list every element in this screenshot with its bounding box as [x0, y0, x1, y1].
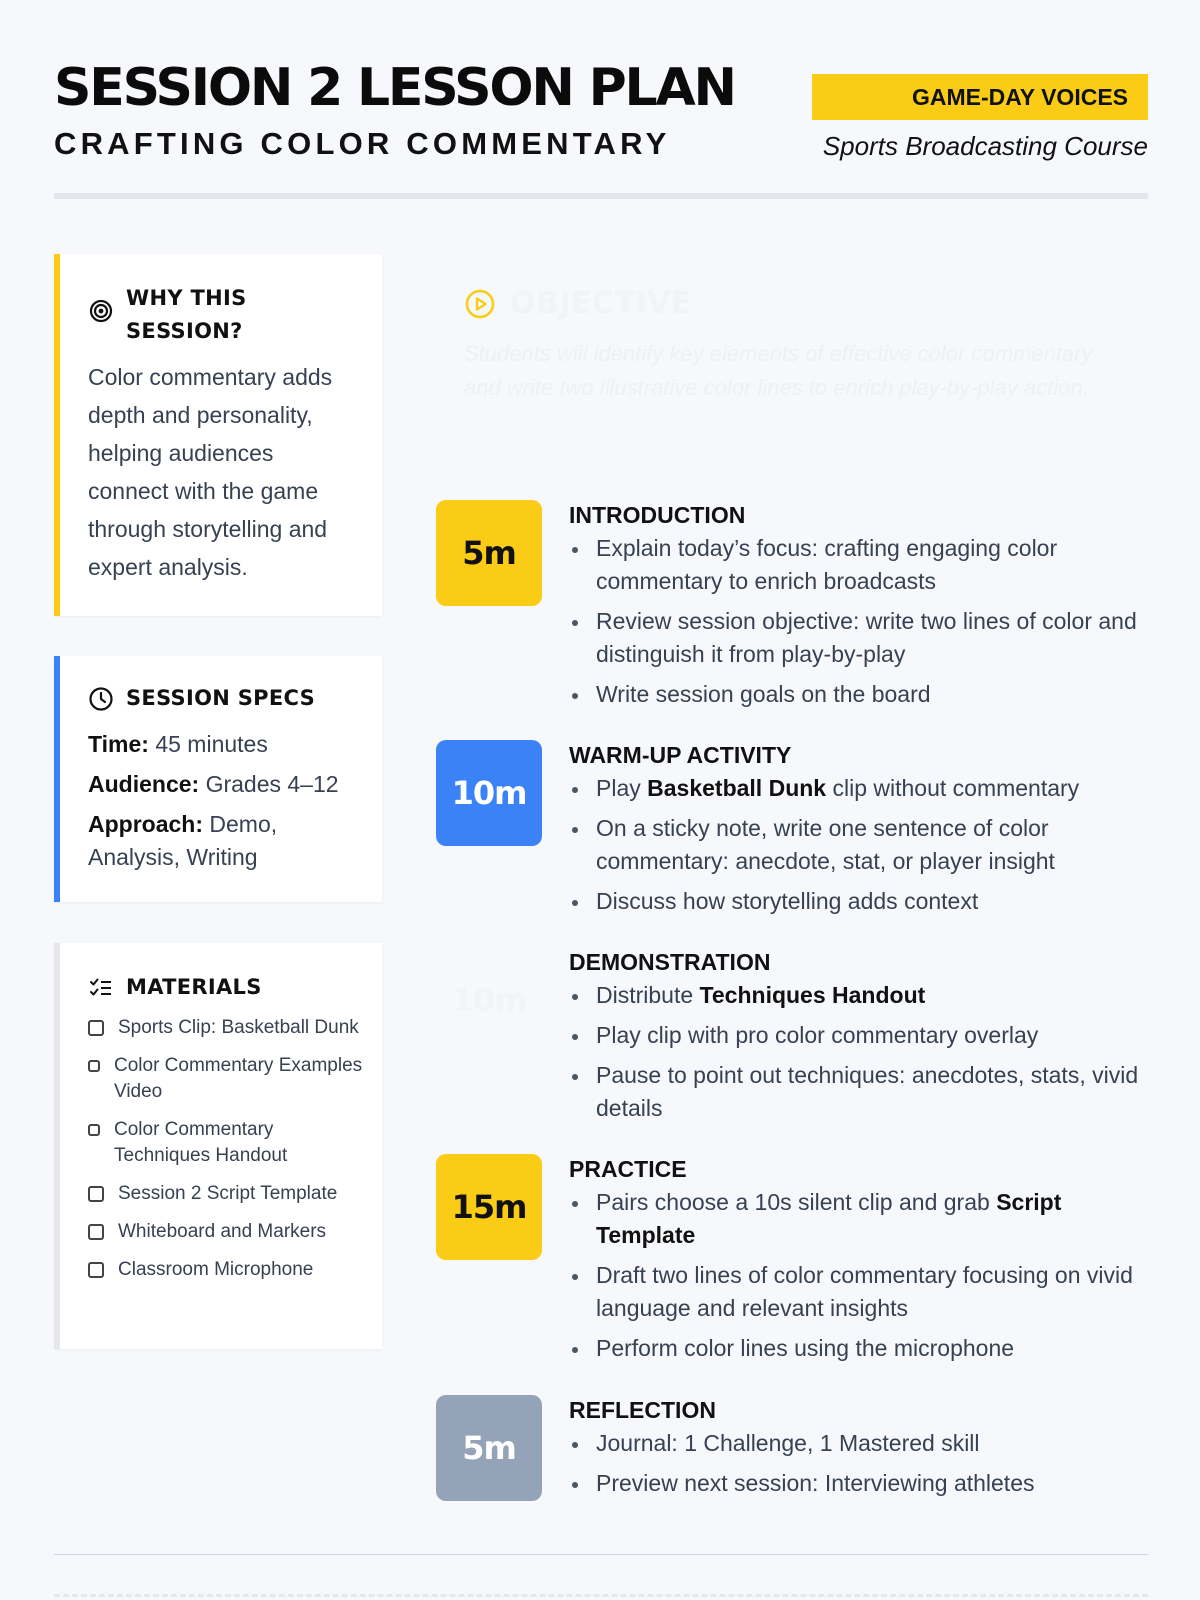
material-item[interactable]: [88, 1257, 368, 1283]
step-title: PRACTICE: [569, 1156, 687, 1182]
step-item: Play clip with pro color commentary overlay: [569, 1019, 1149, 1052]
step-item: Write session goals on the board: [569, 678, 1149, 711]
materials-list: [88, 1015, 368, 1295]
objective-text: Students will identify key elements of effective color commentary and write two illustrative color lines to enrich play-by-play action.: [464, 341, 1093, 400]
materials-card-title: MATERIALS: [126, 975, 262, 999]
spec-time: [88, 728, 368, 761]
duration-badge: 5m: [436, 1395, 542, 1501]
play-circle-icon: [464, 288, 496, 320]
checklist-icon: [88, 975, 114, 1001]
material-item[interactable]: [88, 1015, 368, 1041]
step-body: [569, 947, 1149, 1132]
objective-title: OBJECTIVE: [510, 286, 692, 321]
step-item: Journal: 1 Challenge, 1 Mastered skill: [569, 1427, 1149, 1460]
material-item[interactable]: [88, 1181, 368, 1207]
step-item: Pairs choose a 10s silent clip and grab Script Template: [569, 1186, 1149, 1252]
spec-label: Time:: [88, 731, 149, 757]
material-item[interactable]: [88, 1219, 368, 1245]
duration-badge: 10m: [436, 740, 542, 846]
course-name: Sports Broadcasting Course: [822, 131, 1148, 161]
step-item: Perform color lines using the microphone: [569, 1332, 1149, 1365]
materials-card-header: [88, 971, 262, 1004]
step-item: Preview next session: Interviewing athletes: [569, 1467, 1149, 1500]
spec-approach: [88, 808, 368, 874]
material-item[interactable]: [88, 1053, 368, 1105]
why-card-body: Color commentary adds depth and personality, helping audiences connect with the game through storytelling and expert analysis.: [88, 364, 333, 580]
specs-card-header: [88, 682, 315, 715]
spec-audience: [88, 768, 368, 801]
step-item: Distribute Techniques Handout: [569, 979, 1149, 1012]
material-label: Whiteboard and Markers: [118, 1221, 327, 1242]
step-body: [569, 500, 1149, 718]
clock-icon: [88, 686, 114, 712]
checkbox[interactable]: [88, 1020, 104, 1036]
spec-label: Audience:: [88, 771, 200, 797]
step-item: On a sticky note, write one sentence of color commentary: anecdote, stat, or player insight: [569, 812, 1149, 878]
specs-card: [54, 656, 382, 902]
duration-badge: 5m: [436, 500, 542, 606]
step-title: REFLECTION: [569, 1397, 716, 1423]
spec-label: Approach:: [88, 811, 203, 837]
duration-badge: 10m: [451, 981, 527, 1019]
step-item: Play Basketball Dunk clip without commentary: [569, 772, 1149, 805]
material-label: Color Commentary Techniques Handout: [114, 1119, 288, 1166]
brand-badge: GAME-DAY VOICES: [812, 74, 1148, 120]
material-item[interactable]: [88, 1117, 368, 1169]
checkbox[interactable]: [88, 1224, 104, 1240]
footer-divider: [54, 1554, 1148, 1555]
spec-value: 45 minutes: [148, 731, 268, 757]
step-body: [569, 1395, 1149, 1507]
step-item: Discuss how storytelling adds context: [569, 885, 1149, 918]
header-divider: [54, 193, 1148, 199]
step-list: [569, 979, 1149, 1125]
step-item: Review session objective: write two lines of color and distinguish it from play-by-play: [569, 605, 1149, 671]
footer-dashed-divider: [54, 1594, 1148, 1597]
step-list: [569, 772, 1149, 918]
step-body: [569, 1154, 1149, 1372]
step-title: INTRODUCTION: [569, 502, 746, 528]
step-list: [569, 532, 1149, 711]
why-card-title: WHY THIS SESSION?: [126, 286, 247, 343]
step-item: Pause to point out techniques: anecdotes, stats, vivid details: [569, 1059, 1149, 1125]
step-title: DEMONSTRATION: [569, 949, 771, 975]
material-label: Session 2 Script Template: [118, 1183, 338, 1204]
page-subtitle: CRAFTING COLOR COMMENTARY: [54, 126, 671, 161]
checkbox[interactable]: [88, 1262, 104, 1278]
step-item: Draft two lines of color commentary focusing on vivid language and relevant insights: [569, 1259, 1149, 1325]
material-label: Sports Clip: Basketball Dunk: [118, 1017, 359, 1038]
checkbox[interactable]: [88, 1124, 100, 1136]
step-list: [569, 1427, 1149, 1500]
checkbox[interactable]: [88, 1060, 100, 1072]
step-body: [569, 740, 1149, 925]
spec-value: Grades 4–12: [199, 771, 339, 797]
specs-card-title: SESSION SPECS: [126, 686, 316, 710]
step-list: [569, 1186, 1149, 1365]
material-label: Color Commentary Examples Video: [114, 1055, 363, 1102]
duration-badge: 15m: [436, 1154, 542, 1260]
materials-card: [54, 943, 382, 1349]
target-icon: [88, 298, 114, 324]
objective-section: [464, 286, 1144, 405]
checkbox[interactable]: [88, 1186, 104, 1202]
why-card-header: [88, 282, 348, 348]
page-header: [54, 56, 1148, 161]
step-title: WARM-UP ACTIVITY: [569, 742, 792, 768]
objective-header: [464, 286, 1144, 321]
why-card: [54, 254, 382, 616]
page-title: SESSION 2 LESSON PLAN: [54, 58, 735, 118]
step-item: Explain today’s focus: crafting engaging color commentary to enrich broadcasts: [569, 532, 1149, 598]
material-label: Classroom Microphone: [118, 1259, 314, 1280]
specs-list: [88, 728, 368, 881]
spec-value: Demo, Analysis, Writing: [88, 811, 278, 870]
